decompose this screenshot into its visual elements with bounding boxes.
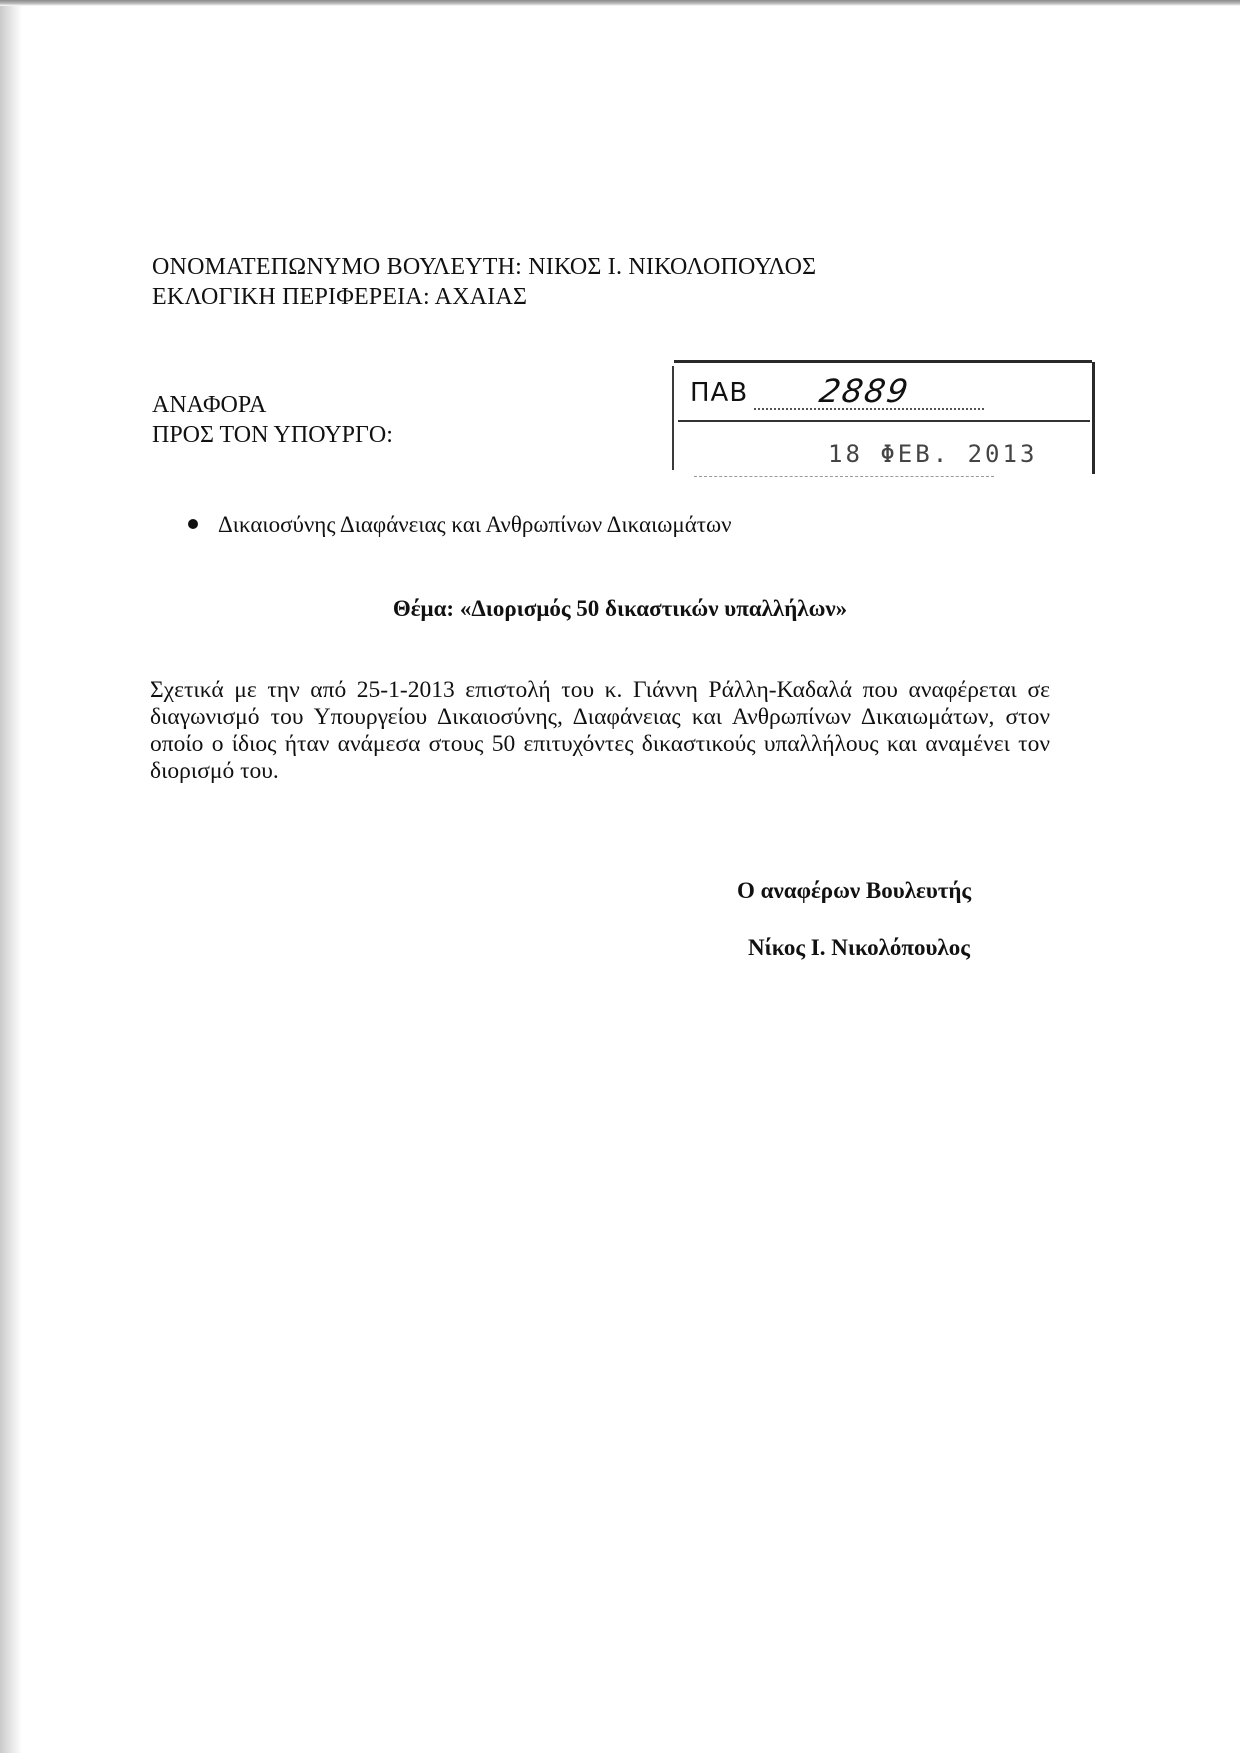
electoral-district-line: ΕΚΛΟΓΙΚΗ ΠΕΡΙΦΕΡΕΙΑ: ΑΧΑΙΑΣ bbox=[152, 284, 528, 310]
stamp-frame-left bbox=[672, 366, 674, 470]
recipient-label: ΠΡΟΣ ΤΟΝ ΥΠΟΥΡΓΟ: bbox=[152, 422, 393, 448]
scan-top-edge bbox=[0, 0, 1240, 6]
subject-line: Θέμα: «Διορισμός 50 δικαστικών υπαλλήλων» bbox=[392, 596, 848, 621]
stamp-handwritten-number: 2889 bbox=[816, 372, 913, 410]
signature-name: Νίκος Ι. Νικολόπουλος bbox=[748, 935, 970, 960]
stamp-frame-right bbox=[1092, 362, 1095, 474]
body-paragraph: Σχετικά με την από 25-1-2013 επιστολή του κ. Γιάννη Ράλλη-Καδαλά που αναφέρεται σε διαγωνισμό του Υπουργείου Δικαιοσύνης, Διαφάνειας και Ανθρωπίνων Δικαιωμάτων, στον οποίο ο ίδιος ήταν ανάμεσα στους 50 επιτυχόντες δικαστικούς υπαλλήλους και αναμένει τον διορισμό του. bbox=[150, 677, 1050, 784]
stamp-frame-bottom bbox=[694, 476, 994, 478]
stamp-frame-top bbox=[674, 360, 1092, 363]
bullet-icon bbox=[188, 519, 198, 529]
mp-name-line: ΟΝΟΜΑΤΕΠΩΝΥΜΟ ΒΟΥΛΕΥΤΗ: ΝΙΚΟΣ Ι. ΝΙΚΟΛΟΠΟΥΛΟΣ bbox=[152, 254, 817, 280]
stamp-label: ΠΑΒ bbox=[690, 378, 749, 408]
report-heading bbox=[152, 390, 393, 450]
stamp-date: 18 ΦΕΒ. 2013 bbox=[828, 440, 1038, 468]
ministry-name: Δικαιοσύνης Διαφάνειας και Ανθρωπίνων Δικαιωμάτων bbox=[218, 512, 732, 537]
document-header bbox=[152, 252, 816, 312]
ministry-list-item bbox=[188, 510, 732, 540]
signature-role: Ο αναφέρων Βουλευτής bbox=[737, 878, 972, 903]
registry-stamp bbox=[670, 352, 1096, 482]
scan-left-edge bbox=[0, 0, 22, 1753]
report-title: ΑΝΑΦΟΡΑ bbox=[152, 392, 267, 418]
stamp-divider bbox=[678, 420, 1090, 422]
